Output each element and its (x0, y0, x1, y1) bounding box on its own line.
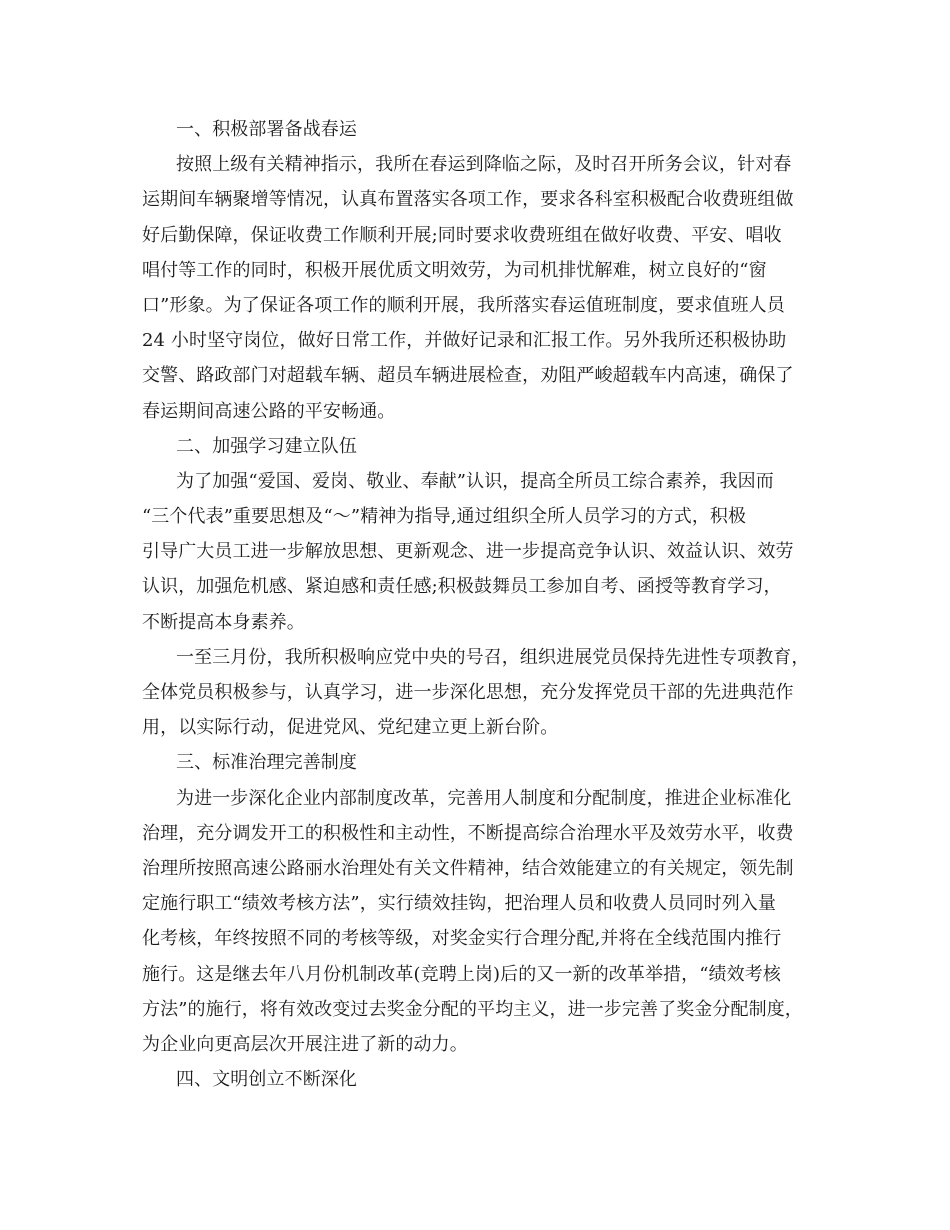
section-heading: 二、加强学习建立队伍 (176, 435, 357, 457)
paragraph-line: 运期间车辆聚增等情况，认真布置落实各项工作，要求各科室积极配合收费班组做 (142, 189, 794, 211)
paragraph-line: 认识，加强危机感、紧迫感和责任感;积极鼓舞员工参加自考、函授等教育学习， (142, 576, 782, 598)
paragraph-line: 为企业向更高层次开展注进了新的动力。 (142, 1033, 468, 1055)
paragraph-line: 治理，充分调发开工的积极性和主动性，不断提高综合治理水平及效劳水平，收费 (142, 822, 794, 844)
paragraph-line: 为进一步深化企业内部制度改革，完善用人制度和分配制度，推进企业标准化 (176, 787, 792, 809)
paragraph-line: 定施行职工“绩效考核方法”，实行绩效挂钩，把治理人员和收费人员同时列入量 (142, 893, 777, 915)
paragraph-line: 治理所按照高速公路丽水治理处有关文件精神，结合效能建立的有关规定，领先制 (142, 857, 794, 879)
paragraph-line: 化考核，年终按照不同的考核等级，对奖金实行合理分配,并将在全线范围内推行 (142, 928, 782, 950)
paragraph-line: 好后勤保障，保证收费工作顺利开展;同时要求收费班组在做好收费、平安、唱收 (142, 224, 782, 246)
paragraph-line: 交警、路政部门对超载车辆、超员车辆进展检查，劝阻严峻超载车内高速，确保了 (142, 365, 794, 387)
section-heading: 四、文明创立不断深化 (176, 1069, 357, 1091)
paragraph-line: “三个代表”重要思想及“～”精神为指导,通过组织全所人员学习的方式，积极 (142, 506, 747, 528)
paragraph-line: 24 小时坚守岗位，做好日常工作，并做好记录和汇报工作。另外我所还积极协助 (142, 330, 787, 352)
paragraph-line: 方法”的施行，将有效改变过去奖金分配的平均主义，进一步完善了奖金分配制度， (142, 998, 803, 1020)
paragraph-line: 春运期间高速公路的平安畅通。 (142, 400, 396, 422)
paragraph-line: 口”形象。为了保证各项工作的顺利开展，我所落实春运值班制度，要求值班人员 (142, 294, 785, 316)
paragraph-line: 用，以实际行动，促进党风、党纪建立更上新台阶。 (142, 717, 559, 739)
paragraph-line: 为了加强“爱国、爱岗、敬业、奉献”认识，提高全所员工综合素养，我因而 (176, 470, 774, 492)
paragraph-line: 一至三月份，我所积极响应党中央的号召，组织进展党员保持先进性专项教育， (176, 646, 810, 668)
paragraph-line: 不断提高本身素养。 (142, 611, 305, 633)
paragraph-line: 施行。这是继去年八月份机制改革(竞聘上岗)后的又一新的改革举措，“绩效考核 (142, 963, 781, 985)
document-body (142, 112, 842, 1097)
section-heading: 三、标准治理完善制度 (176, 752, 357, 774)
paragraph-line: 唱付等工作的同时，积极开展优质文明效劳，为司机排忧解难，树立良好的“窗 (142, 259, 767, 281)
section-heading: 一、积极部署备战春运 (176, 119, 357, 140)
paragraph-line: 全体党员积极参与，认真学习，进一步深化思想，充分发挥党员干部的先进典范作 (142, 682, 794, 703)
paragraph-line: 按照上级有关精神指示，我所在春运到降临之际，及时召开所务会议，针对春 (176, 154, 792, 176)
paragraph-line: 引导广大员工进一步解放思想、更新观念、进一步提高竞争认识、效益认识、效劳 (142, 541, 794, 563)
